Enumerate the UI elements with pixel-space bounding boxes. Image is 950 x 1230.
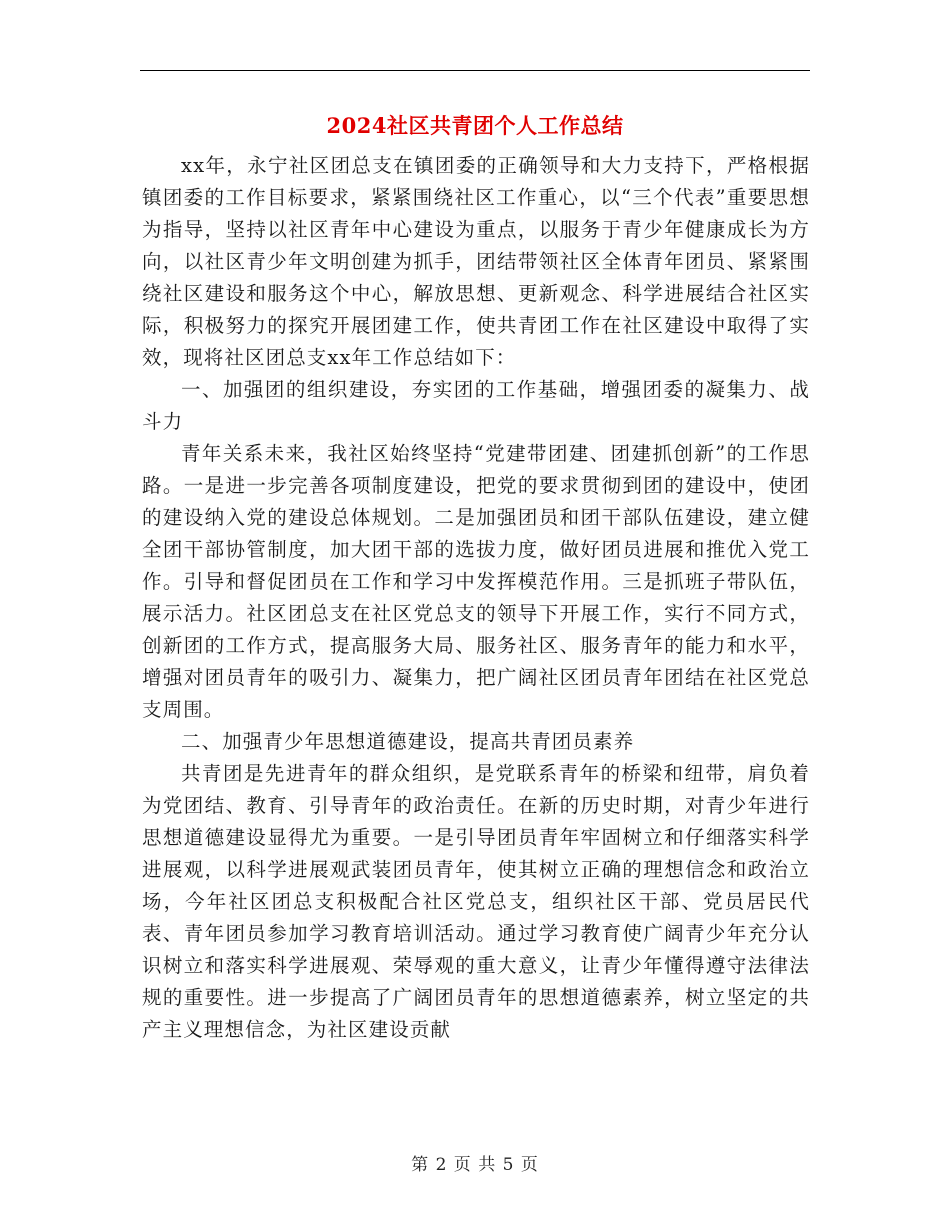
section-heading-2: 二、加强青少年思想道德建设，提高共青团员素养 [181,730,635,753]
header-rule [140,70,810,71]
document-body [142,150,810,1046]
section-heading-1: 一、加强团的组织建设，夯实团的工作基础，增强团委的凝集力、战斗力 [142,378,810,433]
section-1-paragraph: 青年关系未来，我社区始终坚持“党建带团建、团建抓创新”的工作思路。一是进一步完善各项制度建设，把党的要求贯彻到团的建设中，使团的建设纳入党的建设总体规划。二是加强团员和团干部队伍建设，建立健全团干部协管制度，加大团干部的选拔力度，做好团员进展和推优入党工作。引导和督促团员在工作和学习中发挥模范作用。三是抓班子带队伍，展示活力。社区团总支在社区党总支的领导下开展工作，实行不同方式，创新团的工作方式，提高服务大局、服务社区、服务青年的能力和水平，增强对团员青年的吸引力、凝集力，把广阔社区团员青年团结在社区党总支周围。 [142,442,810,721]
intro-paragraph: xx年，永宁社区团总支在镇团委的正确领导和大力支持下，严格根据镇团委的工作目标要求，紧紧围绕社区工作重心，以“三个代表”重要思想为指导，坚持以社区青年中心建设为重点，以服务于青少年健康成长为方向，以社区青少年文明创建为抓手，团结带领社区全体青年团员、紧紧围绕社区建设和服务这个中心，解放思想、更新观念、科学进展结合社区实际，积极努力的探究开展团建工作，使共青团工作在社区建设中取得了实效，现将社区团总支xx年工作总结如下： [142,154,810,369]
section-2-paragraph: 共青团是先进青年的群众组织，是党联系青年的桥梁和纽带，肩负着为党团结、教育、引导青年的政治责任。在新的历史时期，对青少年进行思想道德建设显得尤为重要。一是引导团员青年牢固树立和仔细落实科学进展观，以科学进展观武装团员青年，使其树立正确的理想信念和政治立场，今年社区团总支积极配合社区党总支，组织社区干部、党员居民代表、青年团员参加学习教育培训活动。通过学习教育使广阔青少年充分认识树立和落实科学进展观、荣辱观的重大意义，让青少年懂得遵守法律法规的重要性。进一步提高了广阔团员青年的思想道德素养，树立坚定的共产主义理想信念，为社区建设贡献 [142,762,810,1041]
document-title: 2024社区共青团个人工作总结 [326,113,624,138]
page-number: 第 2 页 共 5 页 [411,1155,539,1175]
